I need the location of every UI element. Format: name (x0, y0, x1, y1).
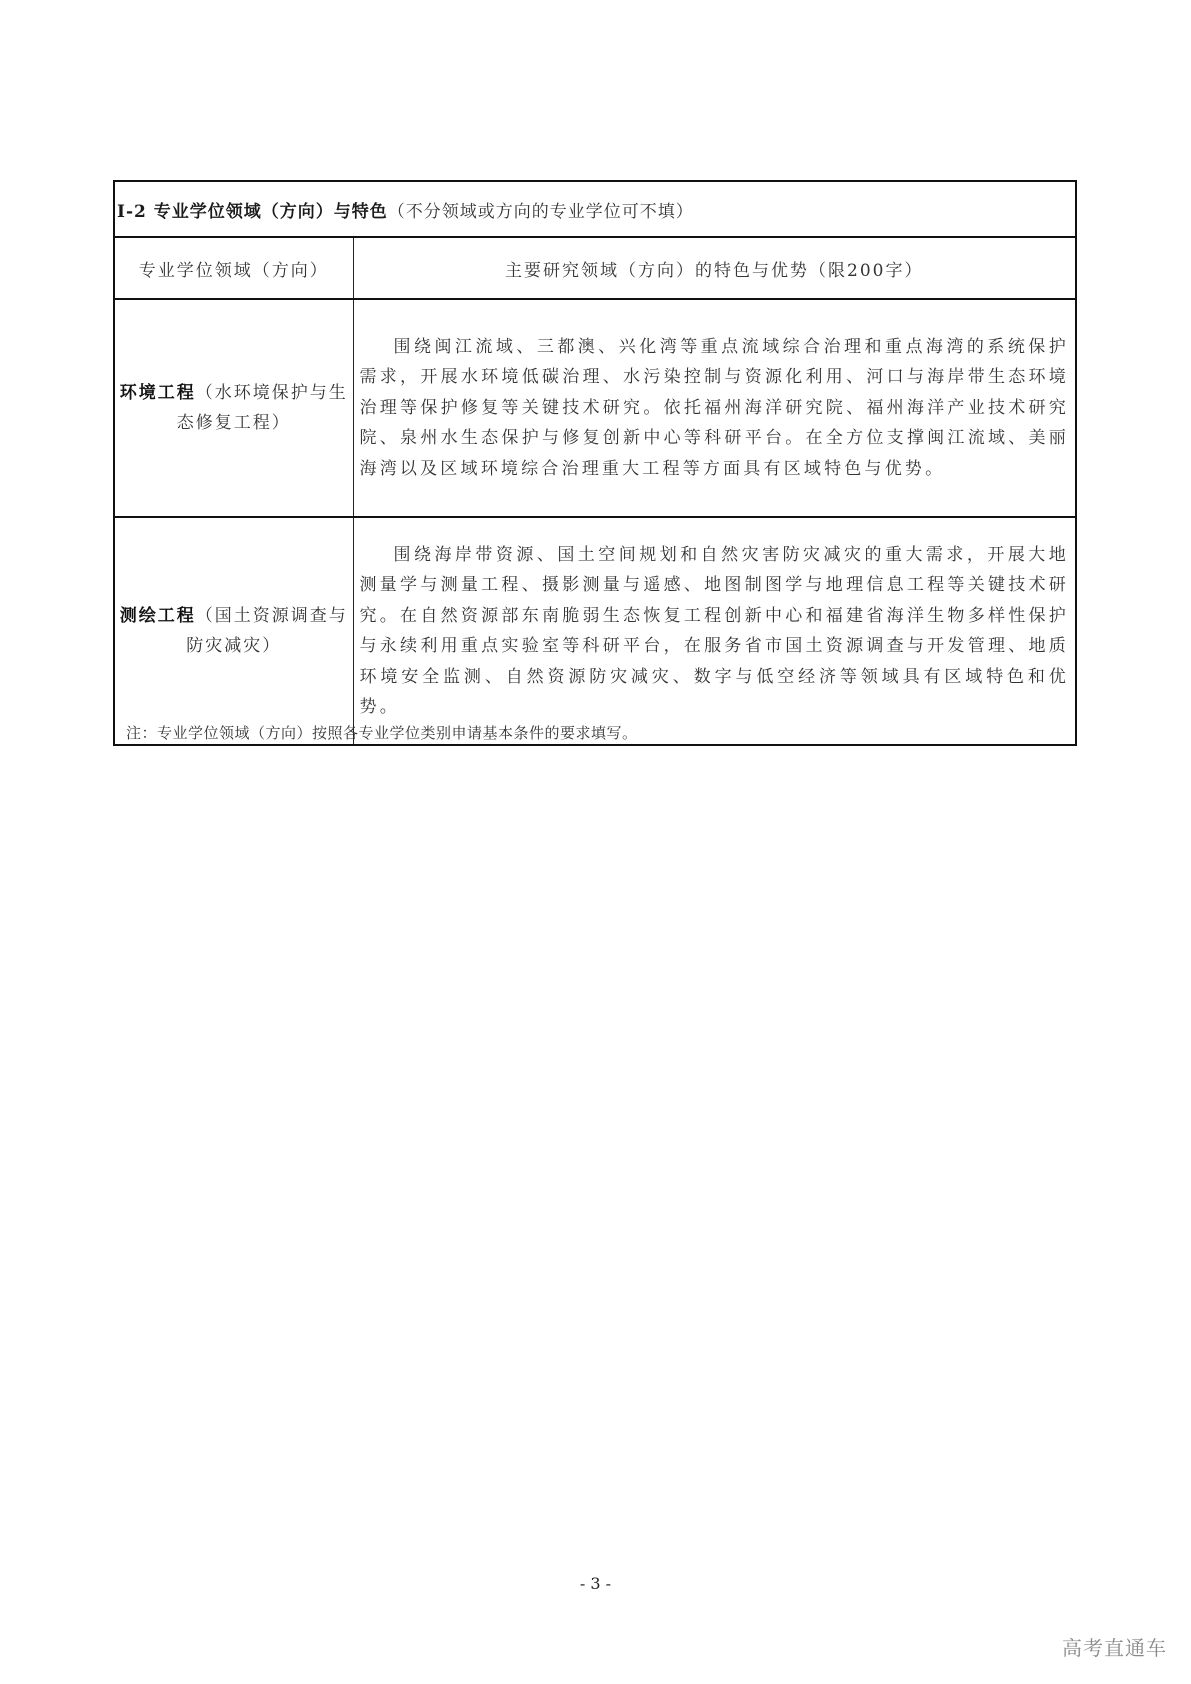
field-detail: （水环境保护与生态修复工程） (176, 383, 348, 433)
field-cell (114, 299, 353, 517)
field-name: 环境工程 (119, 383, 196, 403)
degree-fields-table (113, 180, 1077, 746)
page-number: - 3 - (579, 1574, 612, 1593)
description-text: 围绕海岸带资源、国土空间规划和自然灾害防灾减灾的重大需求，开展大地测量学与测量工程、摄影测量与遥感、地图制图学与地理信息工程等关键技术研究。在自然资源部东南脆弱生态恢复工程创新中心和福建省海洋生物多样性保护与永续利用重点实验室等科研平台，在服务省市国土资源调查与开发管理、地质环境安全监测、自然资源防灾减灾、数字与低空经济等领域具有区域特色和优势。 (359, 544, 1069, 717)
field-cell (114, 517, 353, 745)
table-title-note: （不分领域或方向的专业学位可不填） (387, 201, 694, 222)
header-description: 主要研究领域（方向）的特色与优势（限200字） (353, 237, 1076, 299)
table-footnote: 注：专业学位领域（方向）按照各专业学位类别申请基本条件的要求填写。 (126, 724, 638, 742)
table-title-row (114, 181, 1076, 237)
table-row (114, 299, 1076, 517)
description-cell (353, 299, 1076, 517)
table-title (114, 181, 1076, 237)
field-name: 测绘工程 (119, 606, 196, 626)
header-field: 专业学位领域（方向） (114, 237, 353, 299)
table-header-row (114, 237, 1076, 299)
watermark-logo: 高考直通车 (1062, 1636, 1167, 1660)
table-row (114, 517, 1076, 745)
description-text: 围绕闽江流域、三都澳、兴化湾等重点流域综合治理和重点海湾的系统保护需求，开展水环境低碳治理、水污染控制与资源化利用、河口与海岸带生态环境治理等保护修复等关键技术研究。依托福州海洋研究院、福州海洋产业技术研究院、泉州水生态保护与修复创新中心等科研平台。在全方位支撑闽江流域、美丽海湾以及区域环境综合治理重大工程等方面具有区域特色与优势。 (359, 336, 1069, 479)
field-detail: （国土资源调查与防灾减灾） (186, 606, 348, 656)
description-cell (353, 517, 1076, 745)
table-title-bold: I-2 专业学位领域（方向）与特色 (117, 201, 388, 222)
